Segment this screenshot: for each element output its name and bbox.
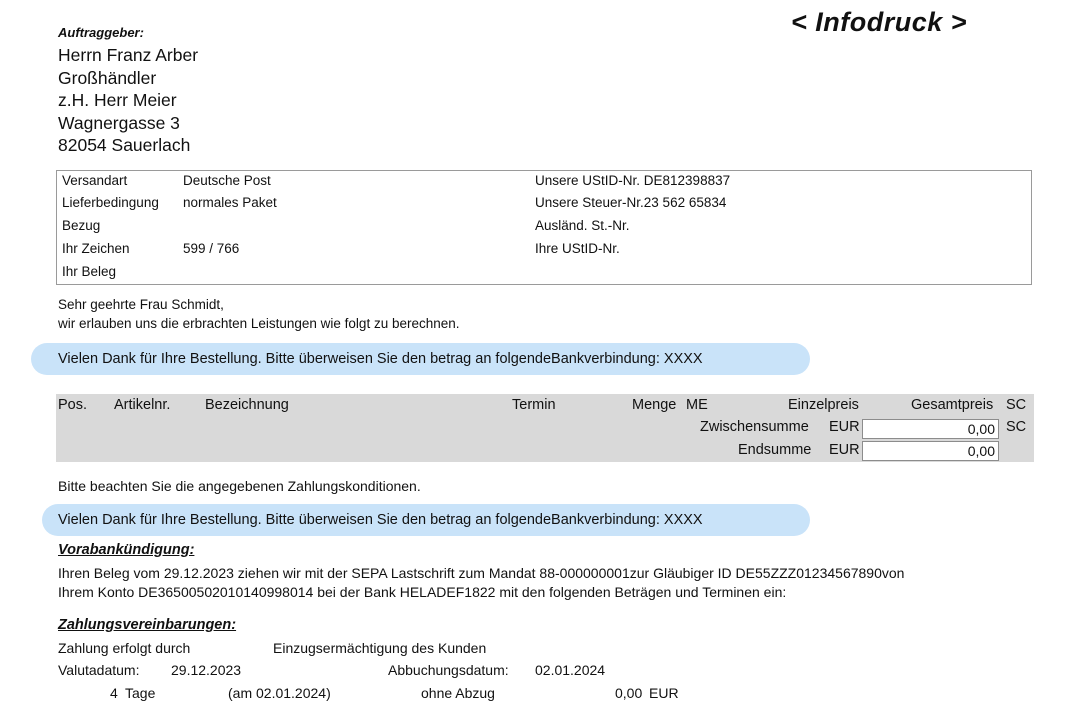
client-name: Herrn Franz Arber — [58, 45, 199, 65]
info-steuer-nr: Unsere Steuer-Nr.23 562 65834 — [535, 195, 727, 210]
col-header-termin: Termin — [512, 397, 556, 413]
col-header-menge: Menge — [632, 397, 677, 413]
greeting-line2: wir erlauben uns die erbrachten Leistungen wie folgt zu berechnen. — [58, 316, 460, 331]
term-discount: ohne Abzug — [421, 685, 495, 701]
debit-date-value: 02.01.2024 — [535, 662, 606, 678]
subtotal-value: 0,00 — [862, 419, 999, 439]
total-label: Endsumme — [738, 442, 812, 458]
info-label-lieferbedingung: Lieferbedingung — [62, 195, 159, 210]
valuta-label: Valutadatum: — [58, 662, 140, 678]
prenotification-line2: Ihrem Konto DE36500502010140998014 bei der Bank HELADEF1822 mit den folgenden Beträgen und Terminen ein: — [58, 584, 787, 600]
info-value-ihr-zeichen: 599 / 766 — [183, 241, 240, 256]
valuta-value: 29.12.2023 — [171, 662, 242, 678]
debit-date-label: Abbuchungsdatum: — [388, 662, 509, 678]
document-title: < Infodruck > — [791, 7, 968, 37]
prenotification-line1: Ihren Beleg vom 29.12.2023 ziehen wir mit der SEPA Lastschrift zum Mandat 88-000000001zur Gläubiger ID DE55ZZZ01234567890von — [58, 565, 905, 581]
term-days: 4 — [110, 685, 118, 701]
total-currency: EUR — [829, 442, 860, 458]
col-header-sc: SC — [1006, 397, 1027, 413]
subtotal-sc: SC — [1006, 419, 1027, 435]
subtotal-label: Zwischensumme — [700, 419, 809, 435]
payment-note: Bitte beachten Sie die angegebenen Zahlungskonditionen. — [58, 478, 421, 494]
client-address — [58, 44, 198, 157]
info-label-ihr-beleg: Ihr Beleg — [62, 264, 117, 279]
col-header-einzelpreis: Einzelpreis — [788, 397, 859, 413]
subtotal-currency: EUR — [829, 419, 860, 435]
info-auslaend-st-nr: Ausländ. St.-Nr. — [535, 218, 630, 233]
col-header-pos: Pos. — [58, 397, 88, 413]
payment-banner-bottom — [42, 504, 810, 536]
payment-terms-heading: Zahlungsvereinbarungen: — [58, 617, 237, 633]
col-header-gesamtpreis: Gesamtpreis — [911, 397, 994, 413]
payment-banner-top — [31, 343, 810, 375]
info-ihre-ustid: Ihre UStID-Nr. — [535, 241, 620, 256]
term-date: (am 02.01.2024) — [228, 685, 331, 701]
info-ustid: Unsere UStID-Nr. DE812398837 — [535, 173, 731, 188]
total-value: 0,00 — [862, 441, 999, 461]
term-amount: 0,00 — [615, 685, 643, 701]
payment-banner-top-text: Vielen Dank für Ihre Bestellung. Bitte überweisen Sie den betrag an folgendeBankverbindung: XXXX — [58, 351, 703, 367]
info-label-versandart: Versandart — [62, 173, 128, 188]
info-value-versandart: Deutsche Post — [183, 173, 271, 188]
client-street: Wagnergasse 3 — [58, 112, 180, 133]
info-value-lieferbedingung: normales Paket — [183, 195, 277, 210]
prenotification-heading: Vorabankündigung: — [58, 542, 195, 558]
greeting-line1: Sehr geehrte Frau Schmidt, — [58, 297, 224, 312]
col-header-artikelnr: Artikelnr. — [114, 397, 171, 413]
payment-banner-bottom-text: Vielen Dank für Ihre Bestellung. Bitte überweisen Sie den betrag an folgendeBankverbindung: XXXX — [58, 512, 703, 528]
term-currency: EUR — [649, 685, 679, 701]
payment-method-value: Einzugsermächtigung des Kunden — [273, 640, 487, 656]
client-line3: z.H. Herr Meier — [58, 90, 177, 110]
client-label: Auftraggeber: — [58, 25, 144, 40]
client-line2: Großhändler — [58, 67, 157, 88]
client-city: 82054 Sauerlach — [58, 135, 191, 155]
info-label-bezug: Bezug — [62, 218, 101, 233]
info-label-ihr-zeichen: Ihr Zeichen — [62, 241, 130, 256]
col-header-me: ME — [686, 397, 708, 413]
col-header-bezeichnung: Bezeichnung — [205, 397, 289, 413]
payment-method-label: Zahlung erfolgt durch — [58, 640, 191, 656]
term-unit: Tage — [125, 685, 156, 701]
